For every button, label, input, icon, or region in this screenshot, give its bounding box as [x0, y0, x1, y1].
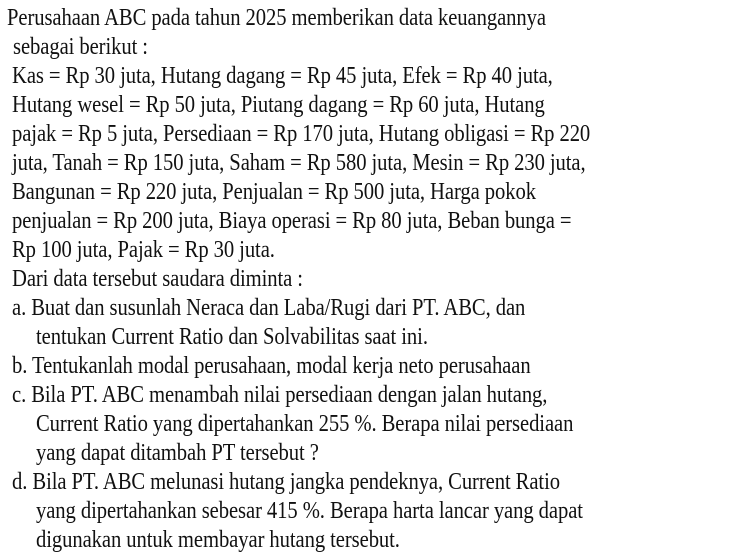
data-line-3: pajak = Rp 5 juta, Persediaan = Rp 170 juta, Hutang obligasi = Rp 220: [12, 121, 591, 147]
data-line-1: Kas = Rp 30 juta, Hutang dagang = Rp 45 juta, Efek = Rp 40 juta,: [12, 63, 553, 89]
data-line-2: Hutang wesel = Rp 50 juta, Piutang dagang = Rp 60 juta, Hutang: [12, 92, 545, 118]
question-c-line-2: Current Ratio yang dipertahankan 255 %. Berapa nilai persediaan: [36, 411, 574, 437]
question-a-line-1: a. Buat dan susunlah Neraca dan Laba/Rugi dari PT. ABC, dan: [12, 295, 526, 321]
data-line-6: penjualan = Rp 200 juta, Biaya operasi = Rp 80 juta, Beban bunga =: [12, 208, 572, 234]
prompt-line: Dari data tersebut saudara diminta :: [12, 266, 303, 292]
question-c-line-1: c. Bila PT. ABC menambah nilai persediaan dengan jalan hutang,: [12, 382, 548, 408]
question-d-line-3: digunakan untuk membayar hutang tersebut.: [36, 527, 400, 553]
intro-line-2: sebagai berikut :: [13, 34, 148, 60]
question-a-line-2: tentukan Current Ratio dan Solvabilitas saat ini.: [36, 324, 428, 350]
question-b-line-1: b. Tentukanlah modal perusahaan, modal kerja neto perusahaan: [12, 353, 531, 379]
question-c-line-3: yang dapat ditambah PT tersebut ?: [36, 440, 319, 466]
data-line-7: Rp 100 juta, Pajak = Rp 30 juta.: [12, 237, 275, 263]
intro-line-1: Perusahaan ABC pada tahun 2025 memberikan data keuangannya: [7, 5, 546, 31]
data-line-5: Bangunan = Rp 220 juta, Penjualan = Rp 500 juta, Harga pokok: [12, 179, 536, 205]
question-d-line-1: d. Bila PT. ABC melunasi hutang jangka pendeknya, Current Ratio: [12, 469, 560, 495]
question-d-line-2: yang dipertahankan sebesar 415 %. Berapa harta lancar yang dapat: [36, 498, 583, 524]
data-line-4: juta, Tanah = Rp 150 juta, Saham = Rp 580 juta, Mesin = Rp 230 juta,: [12, 150, 586, 176]
